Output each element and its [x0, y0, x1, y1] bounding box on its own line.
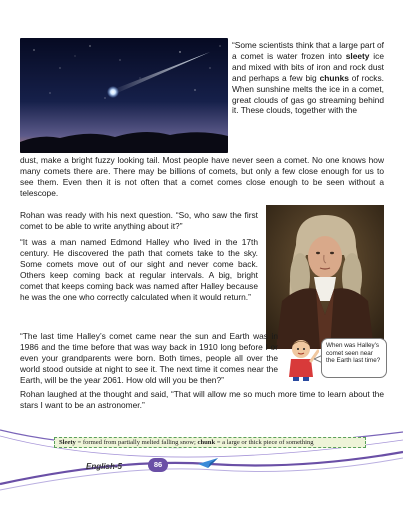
paragraph-halley-comet-dates: “The last time Halley’s comet came near the sun and Earth was in 1986 and the time before that was way back in 1910 long before I or even your grandparents were born. Both times, people all over the world stood outside at night to see it. The next time it comes near the Earth, will be the year 2061. How old will you be then?” [20, 331, 278, 385]
footer-decoration [0, 404, 403, 512]
paragraph-rohan-astronomer: Rohan laughed at the thought and said, “That will allow me so much more time to learn about the stars I want to be an astronomer.” [20, 389, 384, 410]
book-title-footer: English-5 [86, 462, 123, 471]
paragraph-rohan-question: Rohan was ready with his next question. “So, who saw the first comet to be able to write anything about it?” [20, 210, 258, 231]
speech-bubble-question: When was Halley’s comet seen near the Earth last time? [321, 338, 387, 378]
paragraph-edmond-halley: “It was a man named Edmond Halley who lived in the 17th century. He discovered the path that comets take to the sky. Some comets move out of our sight and never come back. Others keep coming back at regular intervals. A big, bright comet that keeps coming back was named after Halley because he was the one who correctly calculated when it would return.” [20, 237, 258, 302]
glossary-box: Sleety = formed from partially melted falling snow; chunk = a large or thick piece of something [54, 437, 366, 448]
edmond-halley-portrait [266, 205, 384, 349]
paragraph-comet-tail: dust, make a bright fuzzy looking tail. Most people have never seen a comet. No one knows how many comets there are. There may be billions of comets, but only a few close enough for us to see them. Even then it is not often that a comet comes close enough to be seen without a telescope. [20, 155, 384, 198]
paragraph-comet-composition: “Some scientists think that a large part of a comet is water frozen into sleety ice and mixed with bits of iron and rock dust and perhaps a few big chunks of rocks. When sunshine melts the ice in a comet, great clouds of gas go streaming behind it. These clouds, together with the [232, 40, 384, 116]
question-callout [285, 336, 389, 382]
page-number-badge: 86 [148, 458, 168, 472]
comet-night-sky-image [20, 38, 228, 153]
